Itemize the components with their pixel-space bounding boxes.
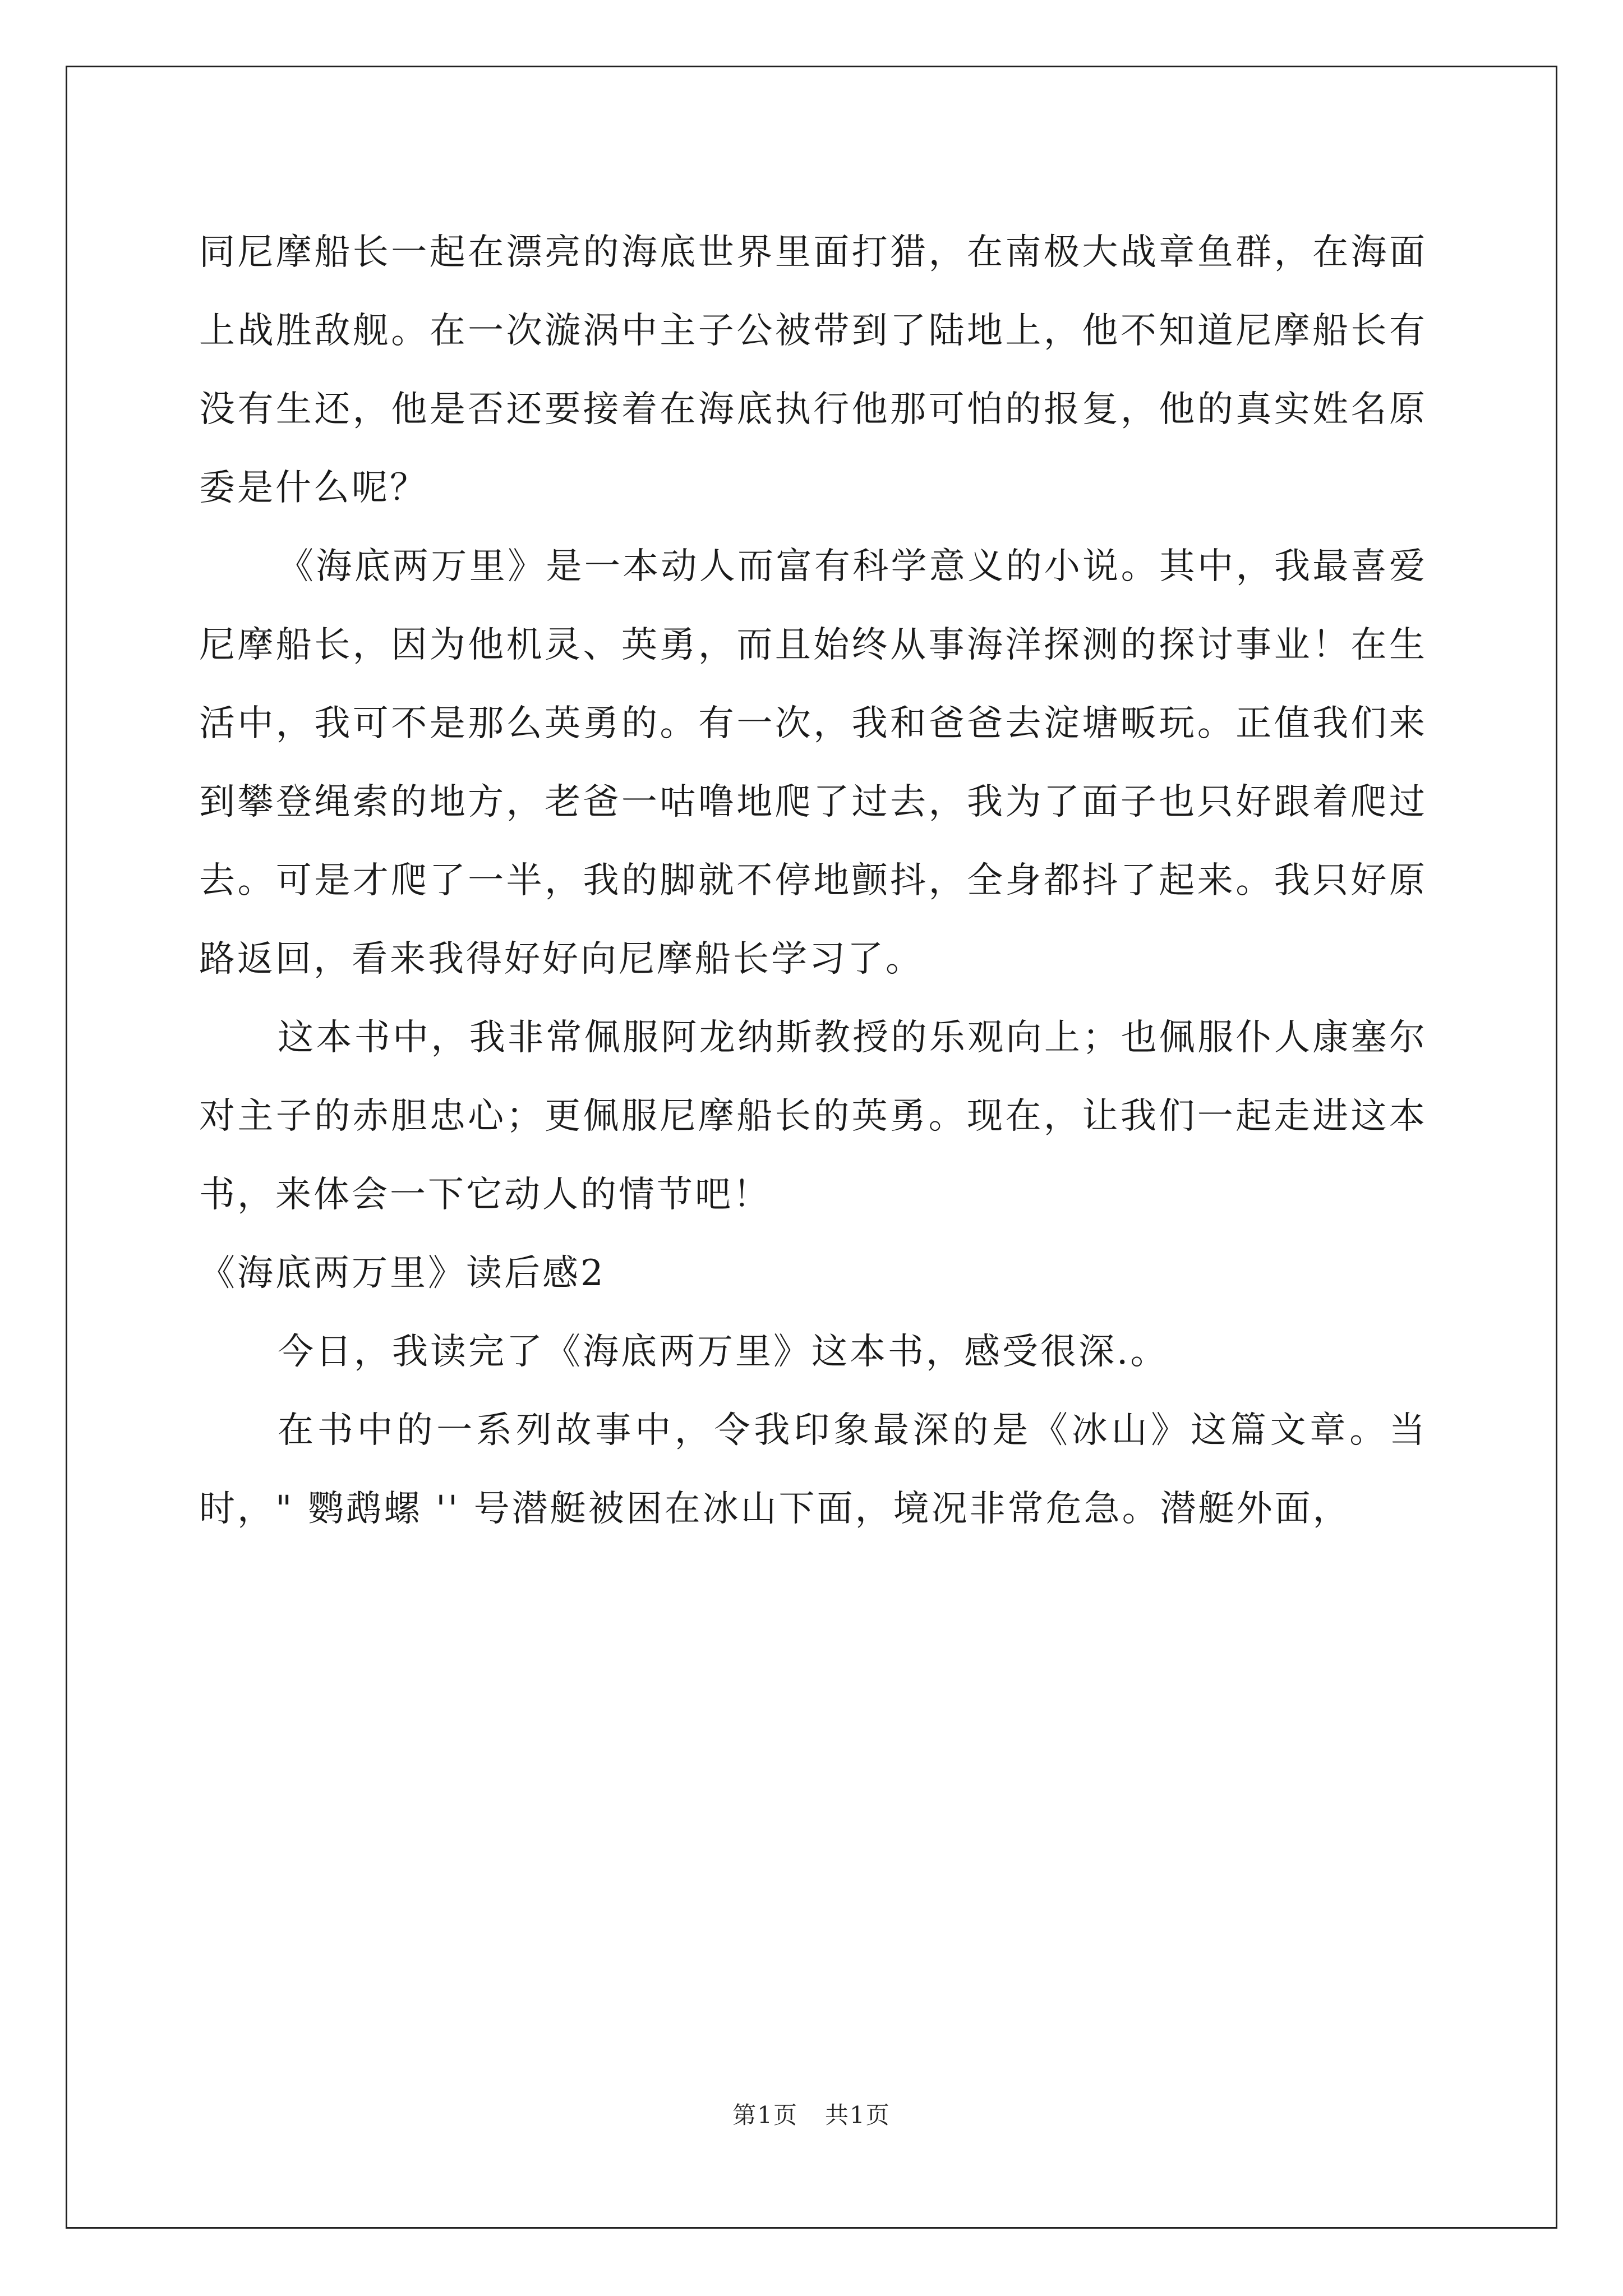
paragraph-5: 在书中的一系列故事中，令我印象最深的是《冰山》这篇文章。当时，" 鹦鹉螺 '' 号潜艇被困在冰山下面，境况非常危急。潜艇外面，	[199, 1410, 1427, 1530]
document-body	[199, 213, 1427, 1548]
page-total: 共1页	[825, 2101, 891, 2129]
paragraph-3: 这本书中，我非常佩服阿龙纳斯教授的乐观向上；也佩服仆人康塞尔对主子的赤胆忠心；更佩服尼摩船长的英勇。现在，让我们一起走进这本书，来体会一下它动人的情节吧！	[199, 1017, 1427, 1216]
paragraph-4: 今日，我读完了《海底两万里》这本书，感受很深.。	[278, 1331, 1169, 1373]
paragraph-2: 《海底两万里》是一本动人而富有科学意义的小说。其中，我最喜爱尼摩船长，因为他机灵、英勇，而且始终从事海洋探测的探讨事业！在生活中，我可不是那么英勇的。有一次，我和爸爸去淀塘畈玩。正值我们来到攀登绳索的地方，老爸一咕噜地爬了过去，我为了面子也只好跟着爬过去。可是才爬了一半，我的脚就不停地颤抖，全身都抖了起来。我只好原路返回，看来我得好好向尼摩船长学习了。	[199, 546, 1427, 980]
section-heading: 《海底两万里》读后感2	[199, 1253, 606, 1294]
paragraph-1: 同尼摩船长一起在漂亮的海底世界里面打猎，在南极大战章鱼群，在海面上战胜敌舰。在一次漩涡中主子公被带到了陆地上，他不知道尼摩船长有没有生还，他是否还要接着在海底执行他那可怕的报复，他的真实姓名原委是什么呢？	[199, 232, 1427, 509]
page-footer	[0, 2097, 1623, 2131]
page-number: 第1页	[732, 2101, 798, 2129]
